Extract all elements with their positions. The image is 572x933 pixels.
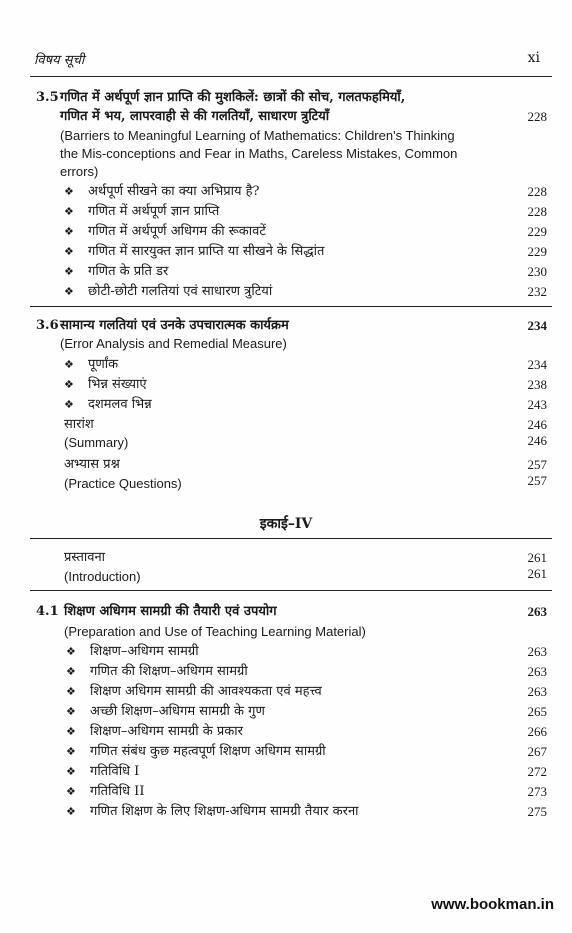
running-title: विषय सूची <box>34 53 85 68</box>
section-4-1-page: 263 <box>527 604 547 619</box>
toc-item-page: 228 <box>527 204 547 219</box>
toc-item: छोटी-छोटी गलतियां एवं साधारण त्रुटियां <box>88 284 273 299</box>
toc-item: दशमलव भिन्न <box>88 397 152 412</box>
toc-item-page: 243 <box>527 397 547 412</box>
toc-item-page: 273 <box>527 784 547 799</box>
toc-item-page: 272 <box>527 764 547 779</box>
unit-title: इकाई–IV <box>259 516 313 532</box>
toc-item-page: 267 <box>527 744 547 759</box>
diamond-bullet-icon: ❖ <box>66 765 76 778</box>
page-number: xi <box>527 50 540 66</box>
introduction-english: (Introduction) <box>64 569 141 584</box>
practice-english-page: 257 <box>527 473 547 488</box>
toc-item: पूर्णांक <box>88 357 119 372</box>
diamond-bullet-icon: ❖ <box>66 685 76 698</box>
section-3-5-title-line1: गणित में अर्थपूर्ण ज्ञान प्राप्ति की मुशकिलें: छात्रों की सोच, गलतफहमियाँ, <box>60 90 406 105</box>
section-3-5-page: 228 <box>527 109 547 124</box>
toc-item: शिक्षण–अधिगम सामग्री के प्रकार <box>90 724 243 739</box>
header-rule <box>30 76 552 77</box>
section-rule <box>30 306 552 307</box>
diamond-bullet-icon: ❖ <box>64 245 74 258</box>
toc-item: गतिविधि II <box>90 784 145 799</box>
toc-item: भिन्न संख्याएं <box>88 377 147 392</box>
summary-english-page: 246 <box>527 433 547 448</box>
section-3-5-number: 3.5 <box>36 90 59 105</box>
diamond-bullet-icon: ❖ <box>64 205 74 218</box>
section-4-1-title: शिक्षण अधिगम सामग्री की तैयारी एवं उपयोग <box>64 604 277 619</box>
diamond-bullet-icon: ❖ <box>64 285 74 298</box>
toc-item-page: 229 <box>527 224 547 239</box>
toc-item: गणित में सारयुक्त ज्ञान प्राप्ति या सीखने के सिद्धांत <box>88 244 325 259</box>
section-4-1-number: 4.1 <box>36 604 59 619</box>
toc-item-page: 234 <box>527 357 547 372</box>
toc-item: गणित शिक्षण के लिए शिक्षण-अधिगम सामग्री तैयार करना <box>90 804 359 819</box>
toc-item: गणित संबंध कुछ महत्वपूर्ण शिक्षण अधिगम सामग्री <box>90 744 326 759</box>
toc-item-page: 228 <box>527 184 547 199</box>
introduction-hindi-page: 261 <box>527 550 547 565</box>
section-3-6-page: 234 <box>527 318 547 333</box>
section-3-5-english-line2: the Mis-conceptions and Fear in Maths, Careless Mistakes, Common <box>60 146 458 161</box>
section-3-5-title-line2: गणित में भय, लापरवाही से की गलतियाँ, साधारण त्रुटियाँ <box>60 109 330 124</box>
diamond-bullet-icon: ❖ <box>64 185 74 198</box>
practice-hindi: अभ्यास प्रश्न <box>64 457 120 472</box>
toc-item-page: 238 <box>527 377 547 392</box>
section-3-5-english-line1: (Barriers to Meaningful Learning of Mathematics: Children's Thinking <box>60 128 455 143</box>
section-3-6-number: 3.6 <box>36 318 59 333</box>
toc-item: गणित में अर्थपूर्ण ज्ञान प्राप्ति <box>88 204 220 219</box>
toc-item-page: 275 <box>527 804 547 819</box>
diamond-bullet-icon: ❖ <box>64 358 74 371</box>
toc-item: गणित की शिक्षण–अधिगम सामग्री <box>90 664 248 679</box>
toc-item: गणित के प्रति डर <box>88 264 169 279</box>
toc-item: अच्छी शिक्षण–अधिगम सामग्री के गुण <box>90 704 265 719</box>
toc-item-page: 263 <box>527 664 547 679</box>
summary-hindi: सारांश <box>64 417 94 432</box>
section-3-6-english: (Error Analysis and Remedial Measure) <box>60 336 287 351</box>
toc-item-page: 266 <box>527 724 547 739</box>
section-4-1-english: (Preparation and Use of Teaching Learning Material) <box>64 624 366 639</box>
toc-item-page: 230 <box>527 264 547 279</box>
introduction-hindi: प्रस्तावना <box>64 550 106 565</box>
diamond-bullet-icon: ❖ <box>64 265 74 278</box>
section-3-6-title: सामान्य गलतियां एवं उनके उपचारात्मक कार्यक्रम <box>60 318 289 333</box>
diamond-bullet-icon: ❖ <box>64 225 74 238</box>
diamond-bullet-icon: ❖ <box>66 805 76 818</box>
diamond-bullet-icon: ❖ <box>66 665 76 678</box>
summary-english: (Summary) <box>64 435 129 450</box>
summary-hindi-page: 246 <box>527 417 547 432</box>
toc-item-page: 263 <box>527 644 547 659</box>
diamond-bullet-icon: ❖ <box>66 785 76 798</box>
practice-hindi-page: 257 <box>527 457 547 472</box>
watermark: www.bookman.in <box>431 896 554 913</box>
toc-item: शिक्षण–अधिगम सामग्री <box>90 644 199 659</box>
toc-item: गणित में अर्थपूर्ण अधिगम की रूकावटें <box>88 224 266 239</box>
toc-item: अर्थपूर्ण सीखने का क्या अभिप्राय है? <box>88 184 260 199</box>
toc-item-page: 232 <box>527 284 547 299</box>
section-rule <box>30 590 552 591</box>
diamond-bullet-icon: ❖ <box>64 398 74 411</box>
unit-rule <box>30 538 552 539</box>
practice-english: (Practice Questions) <box>64 476 182 491</box>
toc-item-page: 265 <box>527 704 547 719</box>
toc-item: गतिविधि I <box>90 764 140 779</box>
toc-item-page: 229 <box>527 244 547 259</box>
section-3-5-english-line3: errors) <box>60 164 99 179</box>
diamond-bullet-icon: ❖ <box>66 705 76 718</box>
toc-item: शिक्षण अधिगम सामग्री की आवश्यकता एवं महत्त्व <box>90 684 322 699</box>
introduction-english-page: 261 <box>527 566 547 581</box>
diamond-bullet-icon: ❖ <box>66 725 76 738</box>
diamond-bullet-icon: ❖ <box>64 378 74 391</box>
diamond-bullet-icon: ❖ <box>66 645 76 658</box>
diamond-bullet-icon: ❖ <box>66 745 76 758</box>
toc-item-page: 263 <box>527 684 547 699</box>
